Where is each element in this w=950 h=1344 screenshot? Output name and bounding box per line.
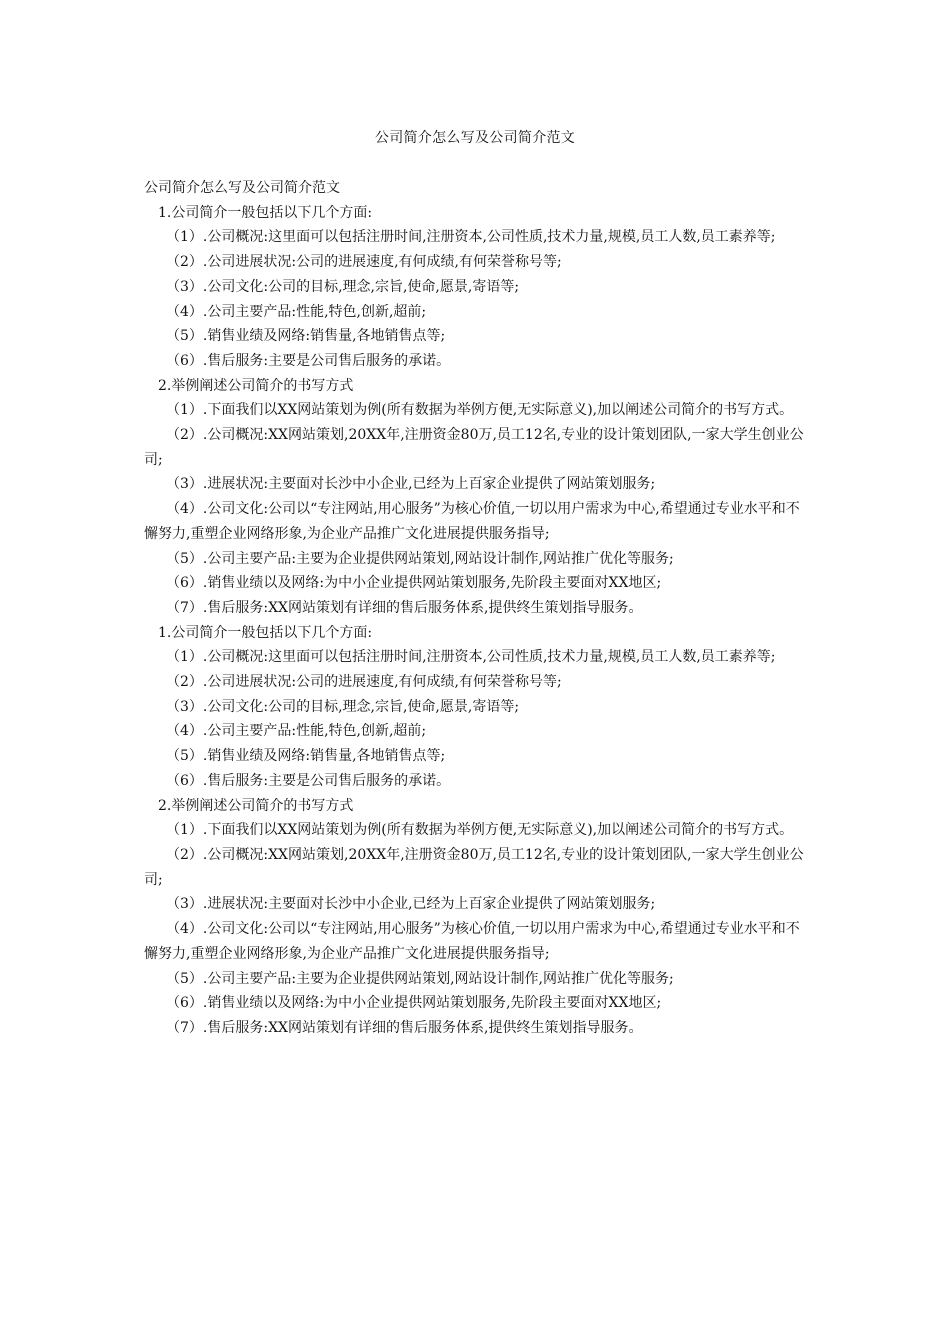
- list-item: （5）.销售业绩及网络:销售量,各地销售点等;: [166, 748, 446, 765]
- list-item: （6）.售后服务:主要是公司售后服务的承诺。: [166, 352, 451, 369]
- list-item: （4）.公司文化:公司以“专注网站,用心服务”为核心价值,一切以用户需求为中心,希望通过专业水平和不懈努力,重塑企业网络形象,为企业产品推广文化进展提供服务指导;: [144, 501, 800, 542]
- list-item: （2）.公司进展状况:公司的进展速度,有何成绩,有何荣誉称号等;: [166, 254, 562, 271]
- list-item: （3）.进展状况:主要面对长沙中小企业,已经为上百家企业提供了网站策划服务;: [166, 896, 656, 913]
- section-heading: 2.举例阐述公司简介的书写方式: [158, 797, 354, 814]
- list-item: （1）.公司概况:这里面可以包括注册时间,注册资本,公司性质,技术力量,规模,员工人数,员工素养等;: [166, 649, 776, 666]
- list-item: （1）.公司概况:这里面可以包括注册时间,注册资本,公司性质,技术力量,规模,员工人数,员工素养等;: [166, 229, 776, 246]
- body-heading: 公司简介怎么写及公司简介范文: [144, 180, 340, 196]
- list-item: （5）.公司主要产品:主要为企业提供网站策划,网站设计制作,网站推广优化等服务;: [166, 550, 674, 567]
- list-item: （3）.进展状况:主要面对长沙中小企业,已经为上百家企业提供了网站策划服务;: [166, 476, 656, 493]
- list-item: （4）.公司主要产品:性能,特色,创新,超前;: [166, 723, 427, 740]
- list-item: （2）.公司进展状况:公司的进展速度,有何成绩,有何荣誉称号等;: [166, 674, 562, 691]
- list-item: （5）.公司主要产品:主要为企业提供网站策划,网站设计制作,网站推广优化等服务;: [166, 970, 674, 987]
- list-item: （6）.销售业绩以及网络:为中小企业提供网站策划服务,先阶段主要面对XX地区;: [166, 995, 662, 1012]
- list-item: （2）.公司概况:XX网站策划,20XX年,注册资金80万,员工12名,专业的设计策划团队,一家大学生创业公司;: [144, 846, 804, 888]
- list-item: （6）.销售业绩以及网络:为中小企业提供网站策划服务,先阶段主要面对XX地区;: [166, 575, 662, 592]
- list-item: （1）.下面我们以XX网站策划为例(所有数据为举例方便,无实际意义),加以阐述公司简介的书写方式。: [166, 822, 794, 839]
- list-item: （4）.公司主要产品:性能,特色,创新,超前;: [166, 303, 427, 320]
- list-item: （7）.售后服务:XX网站策划有详细的售后服务体系,提供终生策划指导服务。: [166, 1019, 643, 1036]
- list-item: （3）.公司文化:公司的目标,理念,宗旨,使命,愿景,寄语等;: [166, 278, 520, 295]
- list-item: （7）.售后服务:XX网站策划有详细的售后服务体系,提供终生策划指导服务。: [166, 599, 643, 616]
- section-heading: 1.公司简介一般包括以下几个方面:: [158, 624, 373, 641]
- list-item: （6）.售后服务:主要是公司售后服务的承诺。: [166, 772, 451, 789]
- list-item: （4）.公司文化:公司以“专注网站,用心服务”为核心价值,一切以用户需求为中心,希望通过专业水平和不懈努力,重塑企业网络形象,为企业产品推广文化进展提供服务指导;: [144, 921, 800, 962]
- list-item: （1）.下面我们以XX网站策划为例(所有数据为举例方便,无实际意义),加以阐述公司简介的书写方式。: [166, 402, 794, 419]
- list-item: （5）.销售业绩及网络:销售量,各地销售点等;: [166, 328, 446, 345]
- document-body: [144, 176, 808, 1041]
- document-title: 公司简介怎么写及公司简介范文: [374, 130, 576, 146]
- section-heading: 1.公司简介一般包括以下几个方面:: [158, 204, 373, 221]
- list-item: （2）.公司概况:XX网站策划,20XX年,注册资金80万,员工12名,专业的设计策划团队,一家大学生创业公司;: [144, 427, 804, 468]
- section-heading: 2.举例阐述公司简介的书写方式: [158, 377, 354, 394]
- list-item: （3）.公司文化:公司的目标,理念,宗旨,使命,愿景,寄语等;: [166, 698, 520, 715]
